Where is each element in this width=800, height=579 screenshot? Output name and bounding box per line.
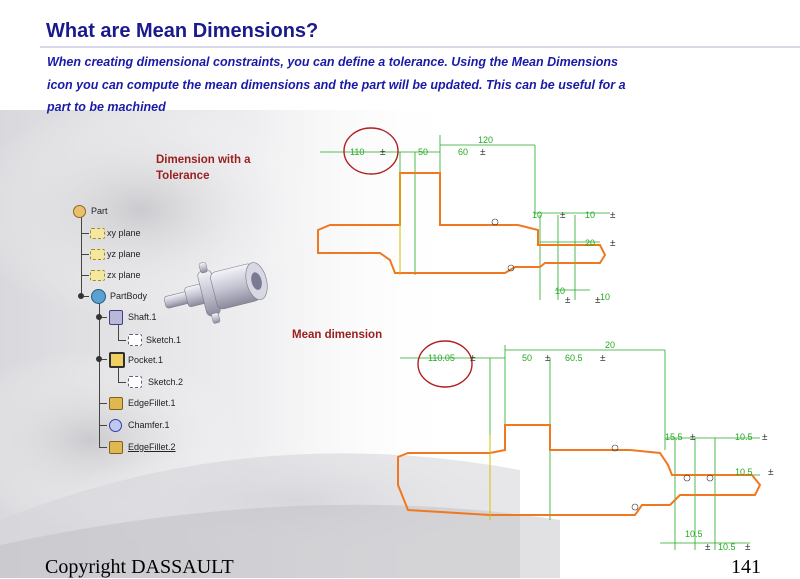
mean-highlight-circle	[418, 341, 472, 387]
dim-text: 20	[585, 238, 596, 248]
part-3d-render	[160, 250, 275, 335]
sketch-drawing-tolerance	[310, 125, 630, 310]
fillet-icon[interactable]	[109, 441, 123, 454]
dim-text: 10	[600, 292, 611, 302]
body-icon[interactable]	[91, 289, 106, 304]
svg-text:±: ±	[545, 353, 551, 364]
svg-text:±: ±	[768, 467, 774, 478]
dim-text: 50	[418, 147, 429, 157]
tree-node-plane[interactable]: zx plane	[107, 270, 141, 280]
part-icon[interactable]	[73, 205, 86, 218]
tree-node-plane[interactable]: yz plane	[107, 249, 141, 259]
svg-text:±: ±	[595, 295, 601, 306]
tree-connector	[118, 340, 126, 341]
dim-text: 110.05	[428, 353, 455, 363]
tree-connector	[99, 403, 107, 404]
dim-text: 110	[350, 147, 365, 157]
tree-node-feature[interactable]: EdgeFillet.2	[128, 442, 176, 452]
tree-node-sketch[interactable]: Sketch.2	[148, 377, 184, 387]
mean-dimension-callout: Mean dimension	[292, 329, 383, 341]
dim-text: 120	[478, 135, 494, 145]
tree-expander[interactable]	[78, 293, 84, 299]
tree-connector	[99, 302, 100, 448]
svg-text:±: ±	[380, 147, 386, 158]
dim-text: 10.5	[718, 542, 736, 552]
dim-text: 10	[585, 210, 596, 220]
tree-node-feature[interactable]: Pocket.1	[128, 355, 164, 365]
dim-text: 10.5	[735, 467, 753, 477]
sketch-icon[interactable]	[128, 334, 142, 346]
svg-text:±: ±	[610, 210, 616, 221]
tree-expander[interactable]	[96, 356, 102, 362]
dim-text: 60	[458, 147, 469, 157]
pocket-icon[interactable]	[109, 352, 125, 368]
tolerance-callout: Dimension with a Tolerance	[156, 154, 251, 182]
tree-connector	[81, 254, 89, 255]
plane-icon[interactable]	[90, 270, 105, 281]
plane-icon[interactable]	[90, 228, 105, 239]
tree-node-plane[interactable]: xy plane	[107, 228, 141, 238]
tree-node-part[interactable]: Part	[91, 206, 108, 216]
tree-connector	[81, 275, 89, 276]
tree-expander[interactable]	[96, 314, 102, 320]
svg-text:±: ±	[745, 542, 751, 553]
copyright-footer: Copyright DASSAULT	[45, 556, 234, 578]
svg-text:±: ±	[480, 147, 486, 158]
dim-text: 50	[522, 353, 533, 363]
chamfer-icon[interactable]	[109, 419, 122, 432]
dim-text: 10.5	[685, 529, 703, 539]
tree-connector	[99, 425, 107, 426]
tree-node-body[interactable]: PartBody	[110, 291, 148, 301]
tree-node-feature[interactable]: Chamfer.1	[128, 420, 170, 430]
dim-text: 15.5	[665, 432, 683, 442]
svg-text:±: ±	[705, 542, 711, 553]
svg-text:±: ±	[470, 353, 476, 364]
tree-node-feature[interactable]: EdgeFillet.1	[128, 398, 176, 408]
tree-connector	[81, 233, 89, 234]
dim-text: 60.5	[565, 353, 583, 363]
dim-text: 10.5	[735, 432, 753, 442]
svg-text:±: ±	[762, 432, 768, 443]
plane-icon[interactable]	[90, 249, 105, 260]
svg-text:±: ±	[565, 295, 571, 306]
dim-text: 20	[605, 340, 616, 350]
tree-connector	[99, 447, 107, 448]
dim-text: 10	[532, 210, 543, 220]
slide-description: When creating dimensional constraints, you can define a tolerance. Using the Mean Dimensions icon you can compute the mean dimensions and the part will be updated. This can be useful for a part to be machined	[47, 55, 626, 114]
svg-text:±: ±	[610, 238, 616, 249]
tree-connector	[118, 382, 126, 383]
sketch-icon[interactable]	[128, 376, 142, 388]
page-number: 141	[731, 556, 761, 578]
sketch-drawing-mean	[390, 335, 785, 557]
tree-node-sketch[interactable]: Sketch.1	[146, 335, 182, 345]
shaft-icon[interactable]	[109, 310, 123, 325]
dim-text: 10	[555, 286, 566, 296]
tree-connector	[81, 216, 82, 296]
tree-node-feature[interactable]: Shaft.1	[128, 312, 157, 322]
svg-text:±: ±	[600, 353, 606, 364]
svg-text:±: ±	[560, 210, 566, 221]
title-divider	[40, 46, 800, 48]
svg-text:±: ±	[690, 432, 696, 443]
fillet-icon[interactable]	[109, 397, 123, 410]
slide-title: What are Mean Dimensions?	[46, 20, 319, 42]
